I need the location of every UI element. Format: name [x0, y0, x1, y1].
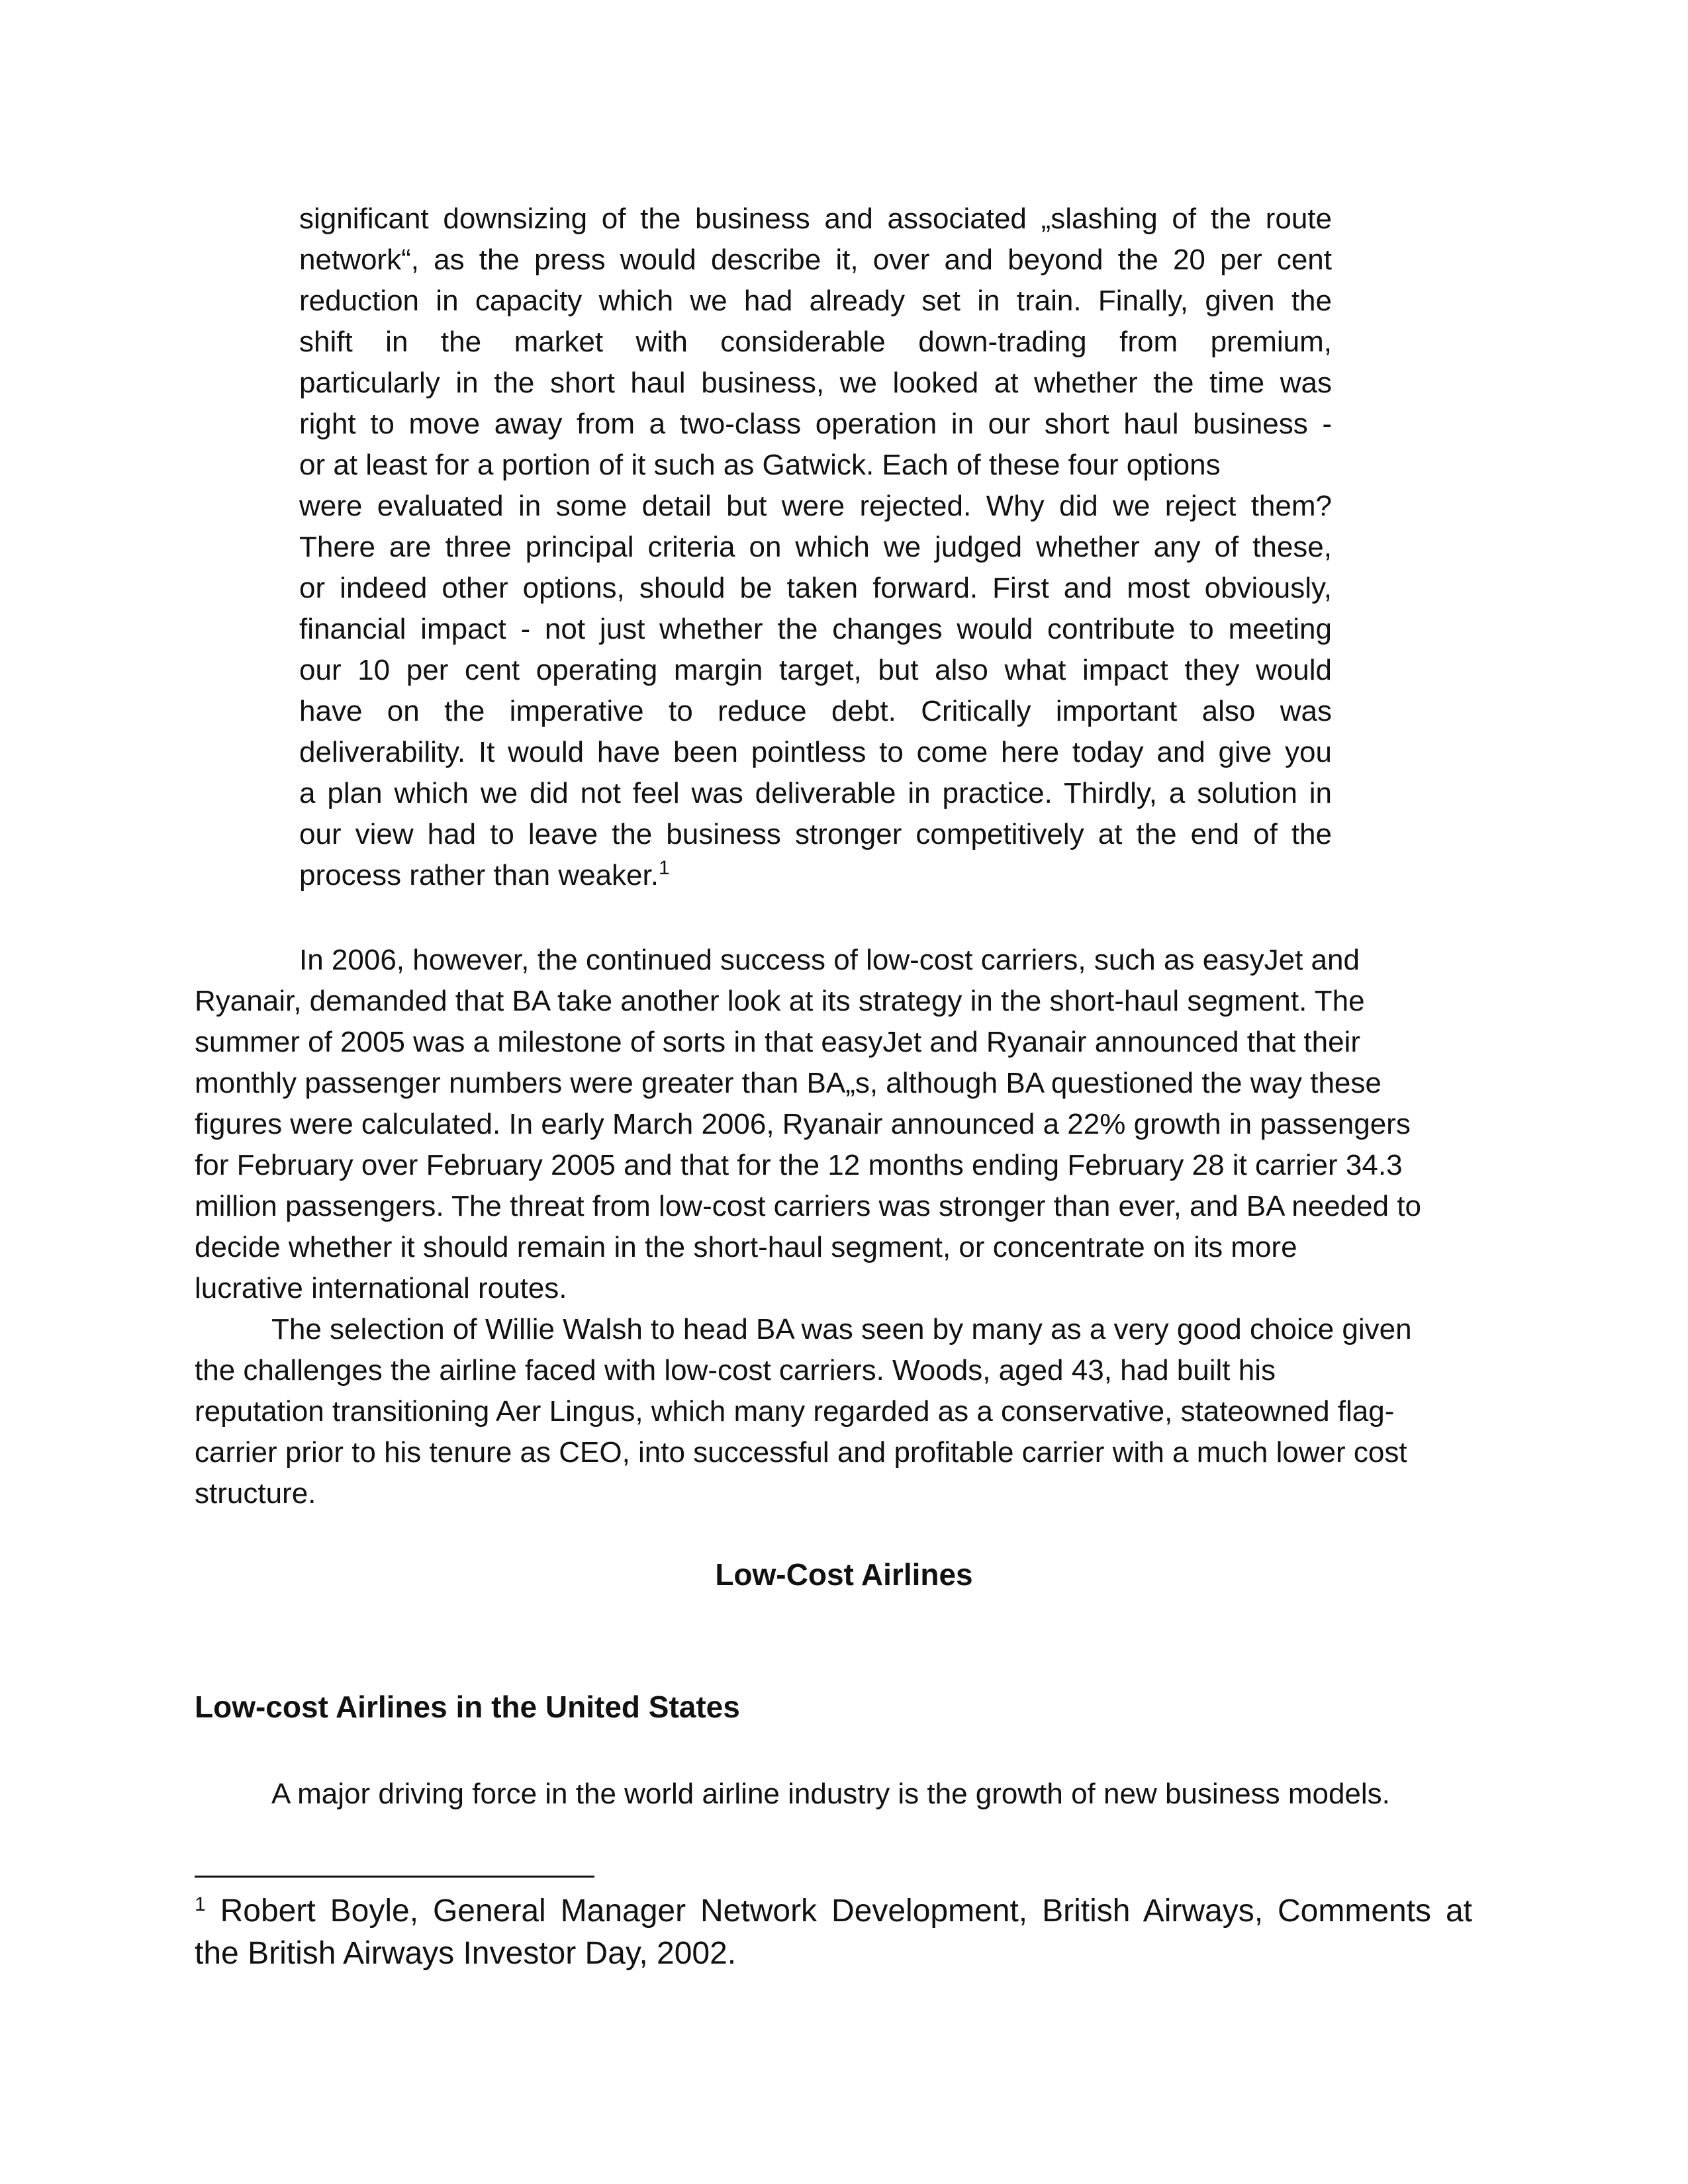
- footnote-reference[interactable]: 1: [658, 857, 670, 879]
- quote-line: or indeed other options, should be taken forward. First and most obviously,: [299, 572, 1332, 604]
- paragraph-line: figures were calculated. In early March 2006, Ryanair announced a 22% growth in passengers: [195, 1108, 1411, 1140]
- section-heading: Low-Cost Airlines: [715, 1557, 973, 1592]
- paragraph-line: monthly passenger numbers were greater than BA„s, although BA questioned the way these: [195, 1067, 1382, 1099]
- quote-line: were evaluated in some detail but were rejected. Why did we reject them?: [299, 490, 1332, 522]
- quote-line: reduction in capacity which we had already set in train. Finally, given the: [299, 285, 1332, 317]
- quote-line: have on the imperative to reduce debt. Critically important also was: [299, 695, 1332, 727]
- footnote-marker: 1: [195, 1893, 206, 1915]
- paragraph-line: decide whether it should remain in the short-haul segment, or concentrate on its more: [195, 1231, 1297, 1263]
- paragraph-line: carrier prior to his tenure as CEO, into successful and profitable carrier with a much lower cost: [195, 1436, 1407, 1469]
- footnote-line: Robert Boyle, General Manager Network Development, British Airways, Comments at: [220, 1893, 1473, 1929]
- paragraph-line: reputation transitioning Aer Lingus, which many regarded as a conservative, stateowned flag-: [195, 1395, 1395, 1428]
- paragraph-line: In 2006, however, the continued success of low-cost carriers, such as easyJet and: [299, 944, 1360, 976]
- paragraph-line: summer of 2005 was a milestone of sorts in that easyJet and Ryanair announced that their: [195, 1026, 1360, 1058]
- quote-line: significant downsizing of the business and associated „slashing of the route: [299, 203, 1332, 235]
- quote-line: shift in the market with considerable down-trading from premium,: [299, 326, 1332, 358]
- paragraph-line: Ryanair, demanded that BA take another look at its strategy in the short-haul segment. The: [195, 985, 1365, 1017]
- quote-line: network“, as the press would describe it, over and beyond the 20 per cent: [299, 244, 1332, 276]
- footnote-line: the British Airways Investor Day, 2002.: [195, 1936, 737, 1971]
- paragraph-line: structure.: [195, 1477, 316, 1510]
- paragraph-line: The selection of Willie Walsh to head BA was seen by many as a very good choice given: [271, 1313, 1412, 1345]
- paragraph-line: million passengers. The threat from low-cost carriers was stronger than ever, and BA needed to: [195, 1190, 1422, 1222]
- quote-line: financial impact - not just whether the changes would contribute to meeting: [299, 613, 1332, 645]
- quote-last-line: [299, 855, 1332, 896]
- quote-line: a plan which we did not feel was deliverable in practice. Thirdly, a solution in: [299, 777, 1332, 809]
- footnote-first-line: [195, 1890, 1472, 1933]
- quote-line: our view had to leave the business stronger competitively at the end of the: [299, 818, 1332, 850]
- paragraph-line: A major driving force in the world airline industry is the growth of new business models.: [271, 1778, 1390, 1810]
- paragraph-line: the challenges the airline faced with low-cost carriers. Woods, aged 43, had built his: [195, 1354, 1276, 1387]
- paragraph-line: lucrative international routes.: [195, 1272, 567, 1304]
- quote-line: process rather than weaker.: [299, 859, 659, 891]
- paragraph-line: for February over February 2005 and that for the 12 months ending February 28 it carrier 34.3: [195, 1149, 1403, 1181]
- quote-line: particularly in the short haul business, we looked at whether the time was: [299, 367, 1332, 399]
- quote-line: our 10 per cent operating margin target, but also what impact they would: [299, 654, 1332, 686]
- quote-line: deliverability. It would have been pointless to come here today and give you: [299, 736, 1332, 768]
- quote-line: or at least for a portion of it such as Gatwick. Each of these four options: [299, 449, 1221, 481]
- subsection-heading: Low-cost Airlines in the United States: [195, 1690, 740, 1724]
- quote-line: right to move away from a two-class operation in our short haul business -: [299, 408, 1332, 440]
- footnote-separator: [195, 1876, 594, 1878]
- quote-line: There are three principal criteria on which we judged whether any of these,: [299, 531, 1332, 563]
